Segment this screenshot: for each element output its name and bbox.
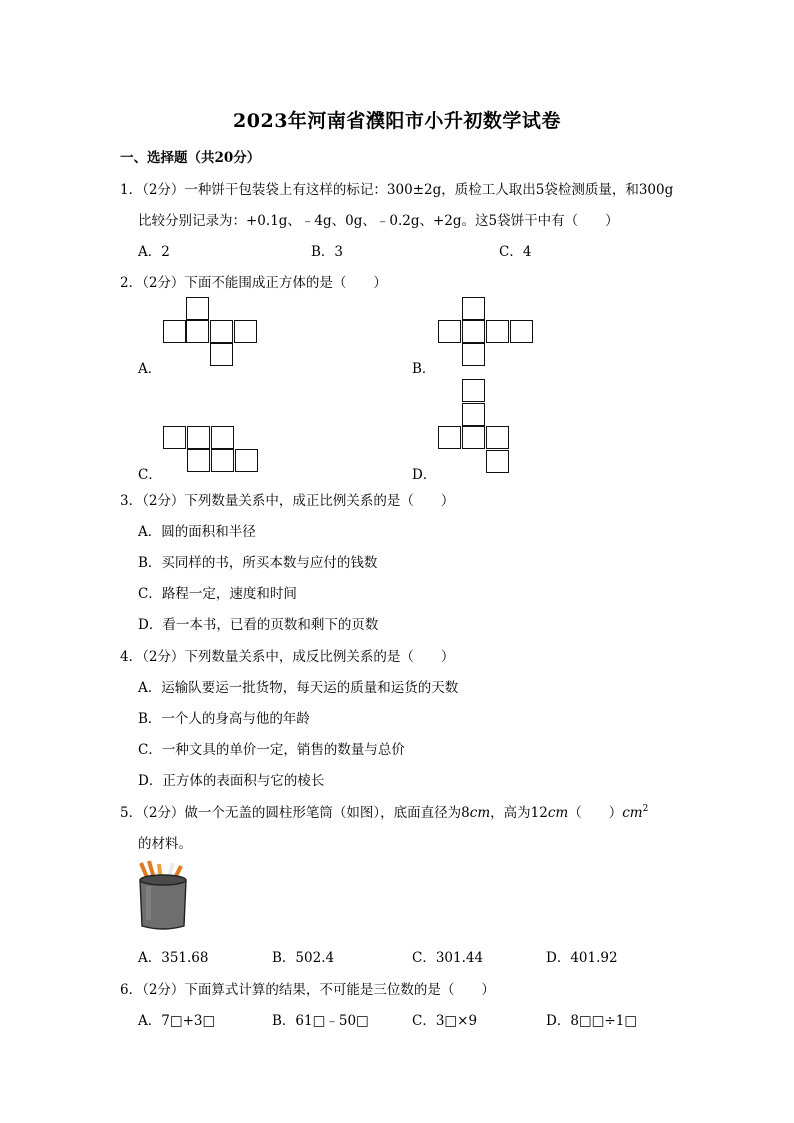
page-title: 2023年河南省濮阳市小升初数学试卷 xyxy=(233,110,561,132)
pen-holder-image xyxy=(135,860,191,932)
q2-stem: 2．（2分）下面不能围成正方体的是（ ） xyxy=(120,275,387,291)
q6-option-a: A．7□+3□ xyxy=(138,1013,216,1029)
q5-line2: 的材料。 xyxy=(138,836,192,852)
q5-option-d: D．401.92 xyxy=(546,950,618,966)
q5-option-c: C．301.44 xyxy=(412,950,484,966)
q6-option-b: B．61□﹣50□ xyxy=(272,1013,369,1029)
section-heading: 一、选择题（共20分） xyxy=(120,150,261,166)
q3-option-b: B．买同样的书，所买本数与应付的钱数 xyxy=(138,555,378,571)
q6-option-c: C．3□×9 xyxy=(412,1013,478,1029)
q6-stem: 6．（2分）下面算式计算的结果，不可能是三位数的是（ ） xyxy=(120,982,495,998)
q4-option-b: B．一个人的身高与他的年龄 xyxy=(138,711,310,727)
q1-option-a: A．2 xyxy=(138,244,170,260)
q1-line1: 1．（2分）一种饼干包装袋上有这样的标记：300±2g，质检工人取出5袋检测质量，和300g xyxy=(120,182,674,198)
q3-option-d: D．看一本书，已看的页数和剩下的页数 xyxy=(138,617,379,633)
q2-label-b: B． xyxy=(412,361,436,377)
q4-option-c: C．一种文具的单价一定，销售的数量与总价 xyxy=(138,742,405,758)
q5-option-b: B．502.4 xyxy=(272,950,335,966)
q2-label-d: D． xyxy=(412,467,437,483)
q4-option-a: A．运输队要运一批货物，每天运的质量和运货的天数 xyxy=(138,680,459,696)
q1-option-c: C．4 xyxy=(499,244,532,260)
q6-option-d: D．8□□÷1□ xyxy=(546,1013,638,1029)
q5-option-a: A．351.68 xyxy=(138,950,209,966)
q3-option-a: A．圆的面积和半径 xyxy=(138,524,256,540)
q2-label-a: A． xyxy=(138,361,162,377)
q5-stem: 5．（2分）做一个无盖的圆柱形笔筒（如图），底面直径为8cm，高为12cm（ ）$cm^2$ xyxy=(120,804,649,821)
q4-stem: 4．（2分）下列数量关系中，成反比例关系的是（ ） xyxy=(120,649,455,665)
q1-option-b: B．3 xyxy=(311,244,344,260)
q3-option-c: C．路程一定，速度和时间 xyxy=(138,586,297,602)
q3-stem: 3．（2分）下列数量关系中，成正比例关系的是（ ） xyxy=(120,493,455,509)
q4-option-d: D．正方体的表面积与它的棱长 xyxy=(138,773,325,789)
q1-line2: 比较分别记录为：+0.1g、﹣4g、0g、﹣0.2g、+2g。这5袋饼干中有（ ） xyxy=(138,213,619,229)
q2-label-c: C． xyxy=(138,467,162,483)
